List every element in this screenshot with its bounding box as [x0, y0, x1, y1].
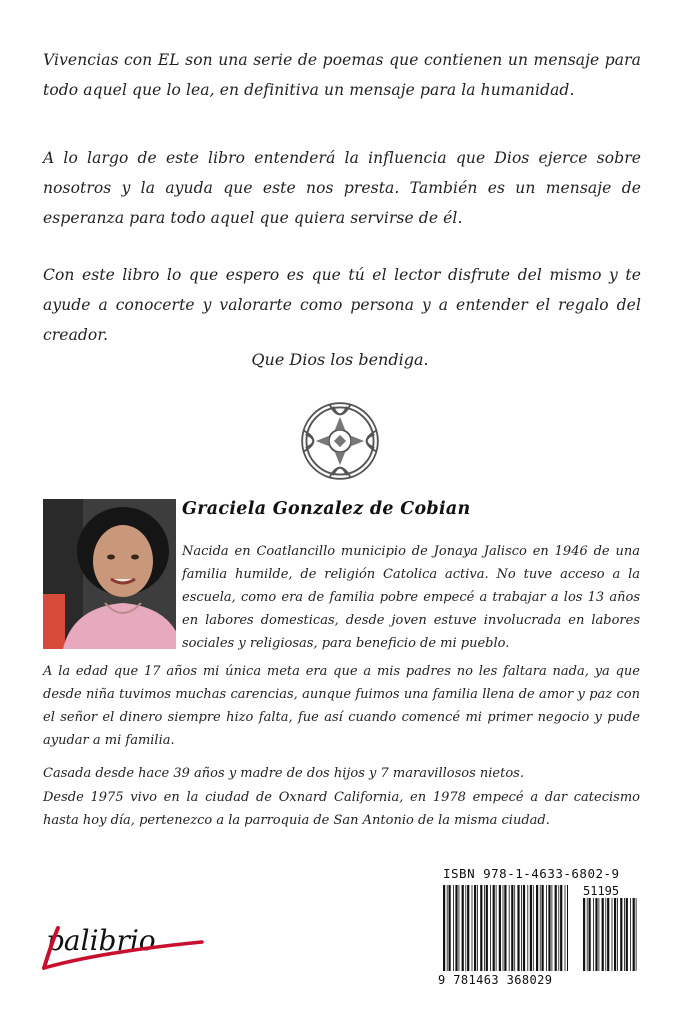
isbn-barcode	[443, 885, 568, 971]
blessing-text: Que Dios los bendiga.	[251, 350, 429, 369]
publisher-logo	[40, 912, 210, 974]
author-portrait	[43, 499, 176, 649]
publisher-logo-text: palibrio	[46, 924, 156, 957]
author-name: Graciela Gonzalez de Cobian	[182, 499, 471, 519]
intro-paragraph-3: Con este libro lo que espero es que tú el lector disfrute del mismo y te ayude a conocerte y valorarte como persona y a entender el regalo del creador.	[43, 266, 641, 344]
intro-paragraph-2: A lo largo de este libro entenderá la influencia que Dios ejerce sobre nosotros y la ayuda que este nos presta. También es un mensaje de esperanza para todo aquel que quiera servirse de él.	[43, 149, 641, 227]
price-code: 51195	[583, 884, 620, 898]
author-bio-1: Nacida en Coatlancillo municipio de Jonaya Jalisco en 1946 de una familia humilde, de religión Catolica activa. No tuve acceso a la escuela, como era de familia pobre empecé a trabajar a los 13 años en labores domesticas, desde joven estuve involucrada en labores sociales y religiosas, para beneficio de mi pueblo.	[182, 544, 640, 651]
intro-paragraph-1: Vivencias con EL son una serie de poemas que contienen un mensaje para todo aquel que lo lea, en definitiva un mensaje para la humanidad.	[43, 51, 641, 99]
ean-digits: 9 781463 368029	[438, 973, 553, 987]
author-bio-3: Casada desde hace 39 años y madre de dos hijos y 7 maravillosos nietos.	[43, 766, 524, 781]
author-bio-4: Desde 1975 vivo en la ciudad de Oxnard California, en 1978 empecé a dar catecismo hasta hoy día, pertenezco a la parroquia de San Antonio de la misma ciudad.	[43, 790, 640, 828]
isbn-label: ISBN 978-1-4633-6802-9	[443, 866, 620, 881]
author-bio-2: A la edad que 17 años mi única meta era que a mis padres no les faltara nada, ya que desde niña tuvimos muchas carencias, aunque fuimos una familia llena de amor y paz con el señor el dinero siempre hizo falta, fue así cuando comencé mi primer negocio y pude ayudar a mi familia.	[43, 664, 640, 748]
celtic-cross-ornament-icon	[297, 398, 383, 484]
price-barcode	[583, 898, 638, 971]
